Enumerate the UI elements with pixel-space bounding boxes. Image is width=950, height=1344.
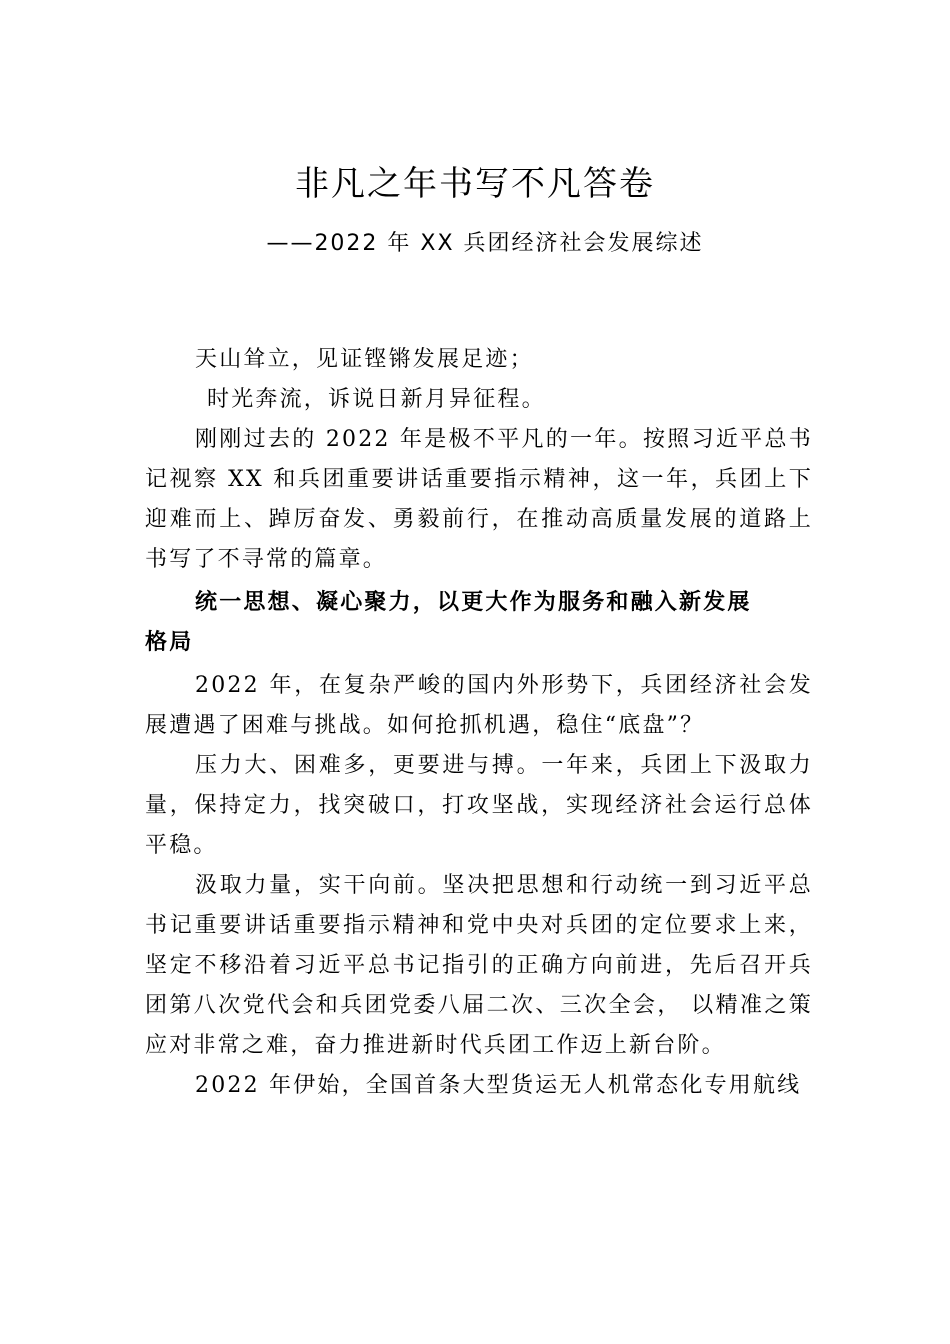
paragraph-5: 压力大、困难多，更要进与搏。一年来，兵团上下汲取力量，保持定力，找突破口，打攻坚战，实现经济社会运行总体平稳。 bbox=[145, 753, 813, 858]
section-heading: 统一思想、凝心聚力，以更大作为服务和融入新发展格局 bbox=[145, 589, 752, 655]
paragraph-7: 2022 年伊始，全国首条大型货运无人机常态化专用航线 bbox=[195, 1073, 802, 1098]
paragraph-3: 刚刚过去的 2022 年是极不平凡的一年。按照习近平总书记视察 XX 和兵团重要讲话重要指示精神，这一年，兵团上下迎难而上、踔厉奋发、勇毅前行，在推动高质量发展的道路上书写了不寻常的篇章。 bbox=[145, 427, 813, 572]
document-title: 非凡之年书写不凡答卷 bbox=[295, 164, 655, 204]
paragraph-1: 天山耸立，见证铿锵发展足迹； bbox=[195, 347, 534, 372]
paragraph-2: 时光奔流，诉说日新月异征程。 bbox=[207, 387, 546, 412]
paragraph-6: 汲取力量，实干向前。坚决把思想和行动统一到习近平总书记重要讲话重要指示精神和党中央对兵团的定位要求上来，坚定不移沿着习近平总书记指引的正确方向前进，先后召开兵团第八次党代会和兵团党委八届二次、三次全会， 以精准之策应对非常之难，奋力推进新时代兵团工作迈上新台阶。 bbox=[145, 873, 813, 1058]
document-body bbox=[145, 340, 813, 1106]
document-subtitle: ——2022 年 XX 兵团经济社会发展综述 bbox=[266, 231, 704, 256]
paragraph-4: 2022 年，在复杂严峻的国内外形势下，兵团经济社会发展遭遇了困难与挑战。如何抢抓机遇，稳住“底盘”？ bbox=[145, 673, 813, 738]
